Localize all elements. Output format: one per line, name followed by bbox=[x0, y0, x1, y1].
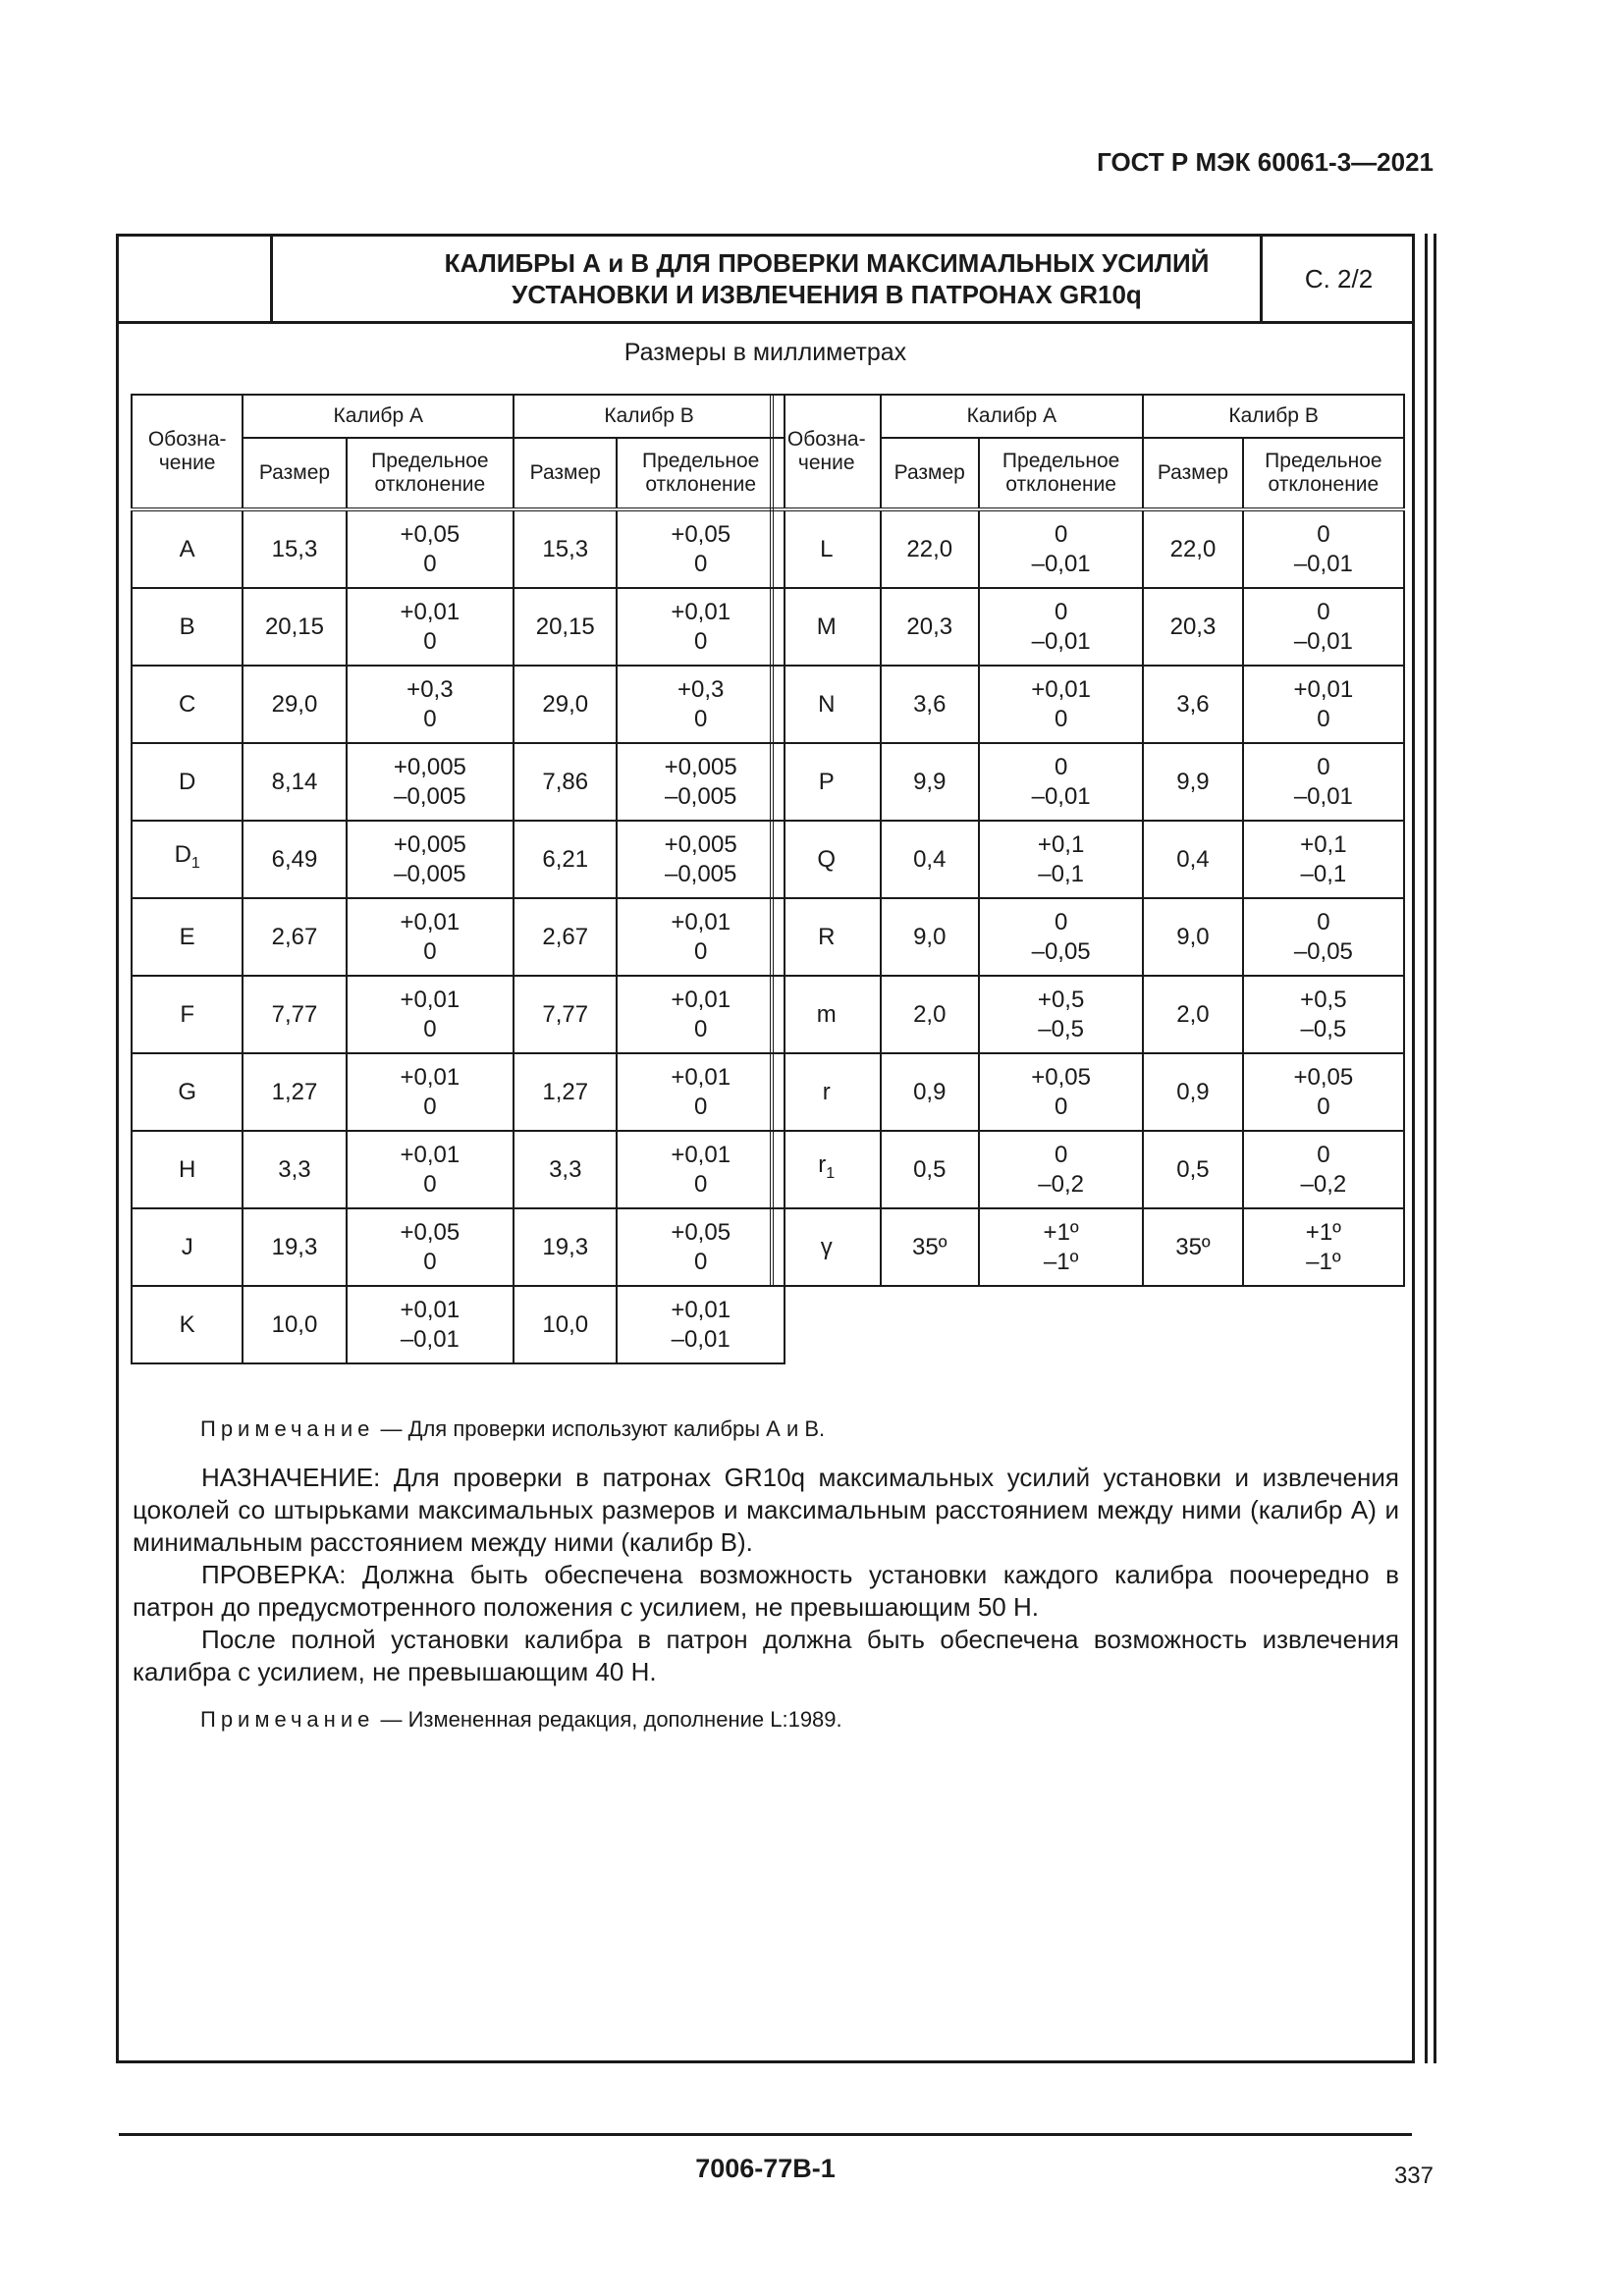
lower-deviation: 0 bbox=[1317, 1093, 1330, 1120]
gauge-a-header: Калибр А bbox=[881, 395, 1144, 438]
lower-deviation: 0 bbox=[694, 1170, 708, 1198]
sheet-title-line-2: УСТАНОВКИ И ИЗВЛЕЧЕНИЯ В ПАТРОНАХ GR10q bbox=[512, 280, 1142, 309]
upper-deviation: +1º bbox=[1043, 1218, 1079, 1246]
designation-cell bbox=[772, 509, 881, 588]
designation-cell bbox=[772, 1131, 881, 1208]
size-cell: 7,77 bbox=[243, 976, 346, 1053]
frame-side-line bbox=[1434, 234, 1436, 2063]
lower-deviation: –0,01 bbox=[1293, 627, 1353, 655]
designation-letter: R bbox=[818, 923, 836, 950]
size-cell: 8,14 bbox=[243, 743, 346, 821]
designation-letter: r bbox=[818, 1151, 827, 1179]
deviation-cell bbox=[617, 1131, 785, 1208]
table-body-left bbox=[132, 509, 785, 1363]
deviation-cell bbox=[617, 1286, 785, 1363]
designation-cell bbox=[132, 666, 243, 743]
table-row bbox=[132, 588, 785, 666]
upper-deviation: +0,01 bbox=[400, 1296, 460, 1323]
designation-header: Обозна- чение bbox=[132, 395, 243, 509]
designation-cell bbox=[132, 1131, 243, 1208]
upper-deviation: +0,01 bbox=[671, 908, 731, 935]
deviation-cell bbox=[979, 1131, 1143, 1208]
designation-cell bbox=[132, 821, 243, 898]
size-cell: 0,9 bbox=[881, 1053, 980, 1131]
upper-deviation: +0,01 bbox=[400, 986, 460, 1013]
size-cell: 6,21 bbox=[514, 821, 617, 898]
note-2 bbox=[200, 1707, 842, 1733]
deviation-cell bbox=[617, 666, 785, 743]
upper-deviation: +0,005 bbox=[664, 830, 737, 858]
deviation-cell bbox=[979, 1053, 1143, 1131]
upper-deviation: +0,1 bbox=[1300, 830, 1347, 858]
deviation-cell bbox=[1243, 666, 1404, 743]
size-cell: 0,5 bbox=[881, 1131, 980, 1208]
deviation-cell bbox=[347, 666, 514, 743]
table-row bbox=[772, 509, 1404, 588]
lower-deviation: 0 bbox=[423, 1170, 437, 1198]
page-number: 337 bbox=[1393, 2163, 1434, 2189]
lower-deviation: –0,01 bbox=[1031, 627, 1091, 655]
lower-deviation: 0 bbox=[423, 1248, 437, 1275]
deviation-cell bbox=[347, 821, 514, 898]
designation-letter: M bbox=[816, 613, 837, 640]
designation-letter: m bbox=[816, 1000, 837, 1028]
deviation-cell bbox=[979, 666, 1143, 743]
upper-deviation: +0,1 bbox=[1037, 830, 1085, 858]
size-cell: 20,3 bbox=[1143, 588, 1243, 666]
lower-deviation: –0,01 bbox=[1293, 782, 1353, 810]
sheet-title bbox=[273, 237, 1380, 321]
lower-deviation: 0 bbox=[694, 550, 708, 577]
size-cell: 6,49 bbox=[243, 821, 346, 898]
designation-letter: N bbox=[818, 690, 836, 718]
deviation-cell bbox=[617, 1208, 785, 1286]
sheet-title-line-1: КАЛИБРЫ А и В ДЛЯ ПРОВЕРКИ МАКСИМАЛЬНЫХ УСИЛИЙ bbox=[444, 248, 1210, 278]
upper-deviation: +0,01 bbox=[671, 1141, 731, 1168]
size-cell: 1,27 bbox=[514, 1053, 617, 1131]
size-cell: 0,4 bbox=[881, 821, 980, 898]
upper-deviation: +0,05 bbox=[400, 520, 460, 548]
drawing-frame bbox=[116, 234, 1415, 2183]
table-row bbox=[772, 821, 1404, 898]
lower-deviation: 0 bbox=[423, 1093, 437, 1120]
deviation-cell bbox=[347, 1208, 514, 1286]
lower-deviation: –0,005 bbox=[664, 860, 737, 887]
designation-letter: G bbox=[178, 1078, 197, 1105]
designation-letter: r bbox=[822, 1078, 831, 1105]
table-row bbox=[132, 509, 785, 588]
upper-deviation: +0,005 bbox=[393, 753, 466, 780]
lower-deviation: –0,01 bbox=[1031, 550, 1091, 577]
table-row bbox=[772, 1053, 1404, 1131]
upper-deviation: +0,005 bbox=[393, 830, 466, 858]
upper-deviation: +0,05 bbox=[671, 520, 731, 548]
deviation-cell bbox=[1243, 1053, 1404, 1131]
table-row bbox=[772, 743, 1404, 821]
designation-letter: A bbox=[179, 535, 195, 562]
upper-deviation: +0,01 bbox=[400, 598, 460, 625]
size-cell: 35º bbox=[1143, 1208, 1243, 1286]
size-cell: 22,0 bbox=[881, 509, 980, 588]
table-row bbox=[132, 743, 785, 821]
upper-deviation: +0,01 bbox=[1031, 675, 1091, 703]
lower-deviation: –1º bbox=[1306, 1248, 1341, 1275]
table-row bbox=[132, 1131, 785, 1208]
lower-deviation: –1º bbox=[1043, 1248, 1079, 1275]
deviation-cell bbox=[347, 509, 514, 588]
designation-letter: D bbox=[174, 841, 191, 869]
size-cell: 3,6 bbox=[1143, 666, 1243, 743]
size-cell: 2,67 bbox=[514, 898, 617, 976]
size-cell: 29,0 bbox=[514, 666, 617, 743]
deviation-cell bbox=[1243, 976, 1404, 1053]
lower-deviation: 0 bbox=[694, 705, 708, 732]
deviation-cell bbox=[1243, 588, 1404, 666]
table-body-right bbox=[772, 509, 1404, 1286]
title-block-left-cell bbox=[119, 237, 273, 321]
size-cell: 7,86 bbox=[514, 743, 617, 821]
designation-letter: Q bbox=[817, 845, 837, 873]
table-row bbox=[132, 821, 785, 898]
lower-deviation: –0,01 bbox=[1031, 782, 1091, 810]
deviation-cell bbox=[617, 821, 785, 898]
lower-deviation: 0 bbox=[1054, 1093, 1068, 1120]
upper-deviation: +0,05 bbox=[671, 1218, 731, 1246]
upper-deviation: +0,3 bbox=[677, 675, 725, 703]
lower-deviation: –0,01 bbox=[400, 1325, 460, 1353]
size-cell: 0,4 bbox=[1143, 821, 1243, 898]
deviation-cell bbox=[617, 976, 785, 1053]
standard-number: ГОСТ Р МЭК 60061-3—2021 bbox=[1097, 147, 1434, 177]
table-row bbox=[132, 1053, 785, 1131]
deviation-cell bbox=[617, 588, 785, 666]
deviation-cell bbox=[1243, 1131, 1404, 1208]
size-cell: 35º bbox=[881, 1208, 980, 1286]
designation-letter: E bbox=[179, 923, 195, 950]
size-header: Размер bbox=[243, 438, 346, 509]
designation-cell bbox=[772, 821, 881, 898]
lower-deviation: –0,2 bbox=[1300, 1170, 1347, 1198]
table-row bbox=[132, 1286, 785, 1363]
designation-cell bbox=[772, 898, 881, 976]
lower-deviation: 0 bbox=[1317, 705, 1330, 732]
size-cell: 9,0 bbox=[881, 898, 980, 976]
upper-deviation: 0 bbox=[1317, 753, 1330, 780]
upper-deviation: 0 bbox=[1054, 753, 1068, 780]
size-cell: 22,0 bbox=[1143, 509, 1243, 588]
upper-deviation: +1º bbox=[1305, 1218, 1341, 1246]
footer-divider bbox=[119, 2133, 1412, 2136]
lower-deviation: –0,05 bbox=[1031, 937, 1091, 965]
deviation-cell bbox=[617, 1053, 785, 1131]
upper-deviation: 0 bbox=[1317, 908, 1330, 935]
size-cell: 19,3 bbox=[514, 1208, 617, 1286]
deviation-cell bbox=[347, 588, 514, 666]
deviation-header: Предельное отклонение bbox=[979, 438, 1143, 509]
upper-deviation: +0,01 bbox=[400, 908, 460, 935]
lower-deviation: –0,1 bbox=[1038, 860, 1084, 887]
deviation-cell bbox=[347, 976, 514, 1053]
lower-deviation: –0,5 bbox=[1300, 1015, 1347, 1042]
size-cell: 20,15 bbox=[514, 588, 617, 666]
table-row bbox=[132, 666, 785, 743]
gauge-b-header: Калибр В bbox=[1143, 395, 1404, 438]
designation-letter: C bbox=[179, 690, 196, 718]
designation-cell bbox=[132, 1053, 243, 1131]
deviation-cell bbox=[1243, 1208, 1404, 1286]
deviation-cell bbox=[617, 509, 785, 588]
size-cell: 15,3 bbox=[243, 509, 346, 588]
upper-deviation: 0 bbox=[1054, 598, 1068, 625]
deviation-cell bbox=[979, 821, 1143, 898]
size-cell: 20,15 bbox=[243, 588, 346, 666]
designation-letter: J bbox=[181, 1233, 193, 1260]
upper-deviation: +0,01 bbox=[671, 598, 731, 625]
lower-deviation: 0 bbox=[423, 627, 437, 655]
deviation-cell bbox=[1243, 898, 1404, 976]
size-cell: 19,3 bbox=[243, 1208, 346, 1286]
deviation-cell bbox=[979, 509, 1143, 588]
table-row bbox=[772, 666, 1404, 743]
designation-cell bbox=[132, 588, 243, 666]
table-row bbox=[132, 1208, 785, 1286]
designation-cell bbox=[772, 1053, 881, 1131]
table-row bbox=[132, 898, 785, 976]
table-row bbox=[772, 1208, 1404, 1286]
title-block bbox=[119, 237, 1412, 324]
upper-deviation: 0 bbox=[1054, 908, 1068, 935]
size-cell: 9,9 bbox=[1143, 743, 1243, 821]
deviation-cell bbox=[347, 898, 514, 976]
deviation-cell bbox=[1243, 743, 1404, 821]
deviation-cell bbox=[617, 898, 785, 976]
note-1 bbox=[200, 1416, 825, 1442]
table-row bbox=[772, 588, 1404, 666]
dimensions-table-right bbox=[770, 394, 1405, 1287]
gauge-a-header: Калибр А bbox=[243, 395, 514, 438]
gauge-b-header: Калибр В bbox=[514, 395, 785, 438]
lower-deviation: 0 bbox=[423, 705, 437, 732]
size-cell: 2,67 bbox=[243, 898, 346, 976]
designation-cell bbox=[772, 743, 881, 821]
deviation-cell bbox=[347, 1286, 514, 1363]
upper-deviation: +0,01 bbox=[671, 1296, 731, 1323]
table-row bbox=[772, 976, 1404, 1053]
lower-deviation: 0 bbox=[694, 1093, 708, 1120]
upper-deviation: 0 bbox=[1054, 1141, 1068, 1168]
lower-deviation: 0 bbox=[423, 937, 437, 965]
designation-cell bbox=[772, 588, 881, 666]
lower-deviation: –0,5 bbox=[1038, 1015, 1084, 1042]
lower-deviation: –0,05 bbox=[1293, 937, 1353, 965]
upper-deviation: 0 bbox=[1054, 520, 1068, 548]
table-row bbox=[772, 1131, 1404, 1208]
units-caption: Размеры в миллиметрах bbox=[623, 339, 907, 366]
upper-deviation: +0,05 bbox=[400, 1218, 460, 1246]
upper-deviation: +0,01 bbox=[400, 1063, 460, 1091]
size-cell: 0,9 bbox=[1143, 1053, 1243, 1131]
lower-deviation: –0,005 bbox=[664, 782, 737, 810]
lower-deviation: 0 bbox=[423, 1015, 437, 1042]
deviation-header: Предельное отклонение bbox=[347, 438, 514, 509]
upper-deviation: +0,5 bbox=[1300, 986, 1347, 1013]
check-paragraph: ПРОВЕРКА: Должна быть обеспечена возможность установки каждого калибра поочередно в патрон до предусмотренного положения с усилием, не превышающим 50 Н. bbox=[133, 1560, 1399, 1622]
upper-deviation: +0,3 bbox=[406, 675, 454, 703]
lower-deviation: –0,01 bbox=[671, 1325, 731, 1353]
deviation-cell bbox=[979, 588, 1143, 666]
upper-deviation: +0,005 bbox=[664, 753, 737, 780]
size-cell: 2,0 bbox=[881, 976, 980, 1053]
designation-letter: B bbox=[179, 613, 195, 640]
body-text bbox=[133, 1462, 1399, 1688]
designation-letter: K bbox=[179, 1310, 195, 1338]
purpose-paragraph: НАЗНАЧЕНИЕ: Для проверки в патронах GR10q максимальных усилий установки и извлечения цоколей со штырьками максимальных размеров и максимальным расстоянием между ними (калибр А) и минимальным расстоянием между ними (калибр В). bbox=[133, 1463, 1399, 1557]
size-cell: 9,0 bbox=[1143, 898, 1243, 976]
size-cell: 3,3 bbox=[514, 1131, 617, 1208]
removal-paragraph: После полной установки калибра в патрон должна быть обеспечена возможность извлечения калибра с усилием, не превышающим 40 Н. bbox=[133, 1625, 1399, 1686]
size-header: Размер bbox=[881, 438, 980, 509]
upper-deviation: 0 bbox=[1317, 598, 1330, 625]
lower-deviation: 0 bbox=[694, 1015, 708, 1042]
table-row bbox=[132, 976, 785, 1053]
size-cell: 3,3 bbox=[243, 1131, 346, 1208]
designation-cell bbox=[132, 743, 243, 821]
size-cell: 2,0 bbox=[1143, 976, 1243, 1053]
deviation-cell bbox=[347, 1053, 514, 1131]
deviation-header: Предельное отклонение bbox=[1243, 438, 1404, 509]
upper-deviation: +0,01 bbox=[1293, 675, 1354, 703]
size-cell: 0,5 bbox=[1143, 1131, 1243, 1208]
upper-deviation: 0 bbox=[1317, 1141, 1330, 1168]
designation-letter: H bbox=[179, 1155, 196, 1183]
size-cell: 9,9 bbox=[881, 743, 980, 821]
sheet-number: С. 2/2 bbox=[1260, 237, 1415, 321]
lower-deviation: –0,005 bbox=[394, 860, 466, 887]
size-cell: 10,0 bbox=[514, 1286, 617, 1363]
designation-cell bbox=[132, 1286, 243, 1363]
size-cell: 20,3 bbox=[881, 588, 980, 666]
lower-deviation: –0,005 bbox=[394, 782, 466, 810]
upper-deviation: +0,5 bbox=[1037, 986, 1085, 1013]
designation-letter: γ bbox=[820, 1233, 833, 1260]
frame-side-line bbox=[1425, 234, 1428, 2063]
lower-deviation: 0 bbox=[1054, 705, 1068, 732]
deviation-cell bbox=[1243, 509, 1404, 588]
designation-subscript: 1 bbox=[190, 854, 200, 872]
upper-deviation: +0,01 bbox=[400, 1141, 460, 1168]
lower-deviation: 0 bbox=[423, 550, 437, 577]
designation-subscript: 1 bbox=[826, 1164, 836, 1182]
note-text: — Измененная редакция, дополнение L:1989. bbox=[374, 1707, 842, 1732]
designation-cell bbox=[132, 1208, 243, 1286]
deviation-cell bbox=[979, 976, 1143, 1053]
size-cell: 15,3 bbox=[514, 509, 617, 588]
deviation-header: Предельное отклонение bbox=[617, 438, 785, 509]
upper-deviation: +0,01 bbox=[671, 1063, 731, 1091]
size-header: Размер bbox=[514, 438, 617, 509]
size-cell: 1,27 bbox=[243, 1053, 346, 1131]
lower-deviation: –0,2 bbox=[1038, 1170, 1084, 1198]
designation-cell bbox=[132, 898, 243, 976]
size-cell: 3,6 bbox=[881, 666, 980, 743]
designation-letter: L bbox=[820, 535, 834, 562]
note-label: Примечание bbox=[200, 1416, 375, 1441]
size-cell: 29,0 bbox=[243, 666, 346, 743]
sheet-code: 7006-77В-1 bbox=[695, 2154, 836, 2183]
designation-letter: F bbox=[180, 1000, 195, 1028]
upper-deviation: +0,05 bbox=[1293, 1063, 1354, 1091]
upper-deviation: +0,01 bbox=[671, 986, 731, 1013]
designation-letter: P bbox=[818, 768, 835, 795]
deviation-cell bbox=[979, 1208, 1143, 1286]
lower-deviation: 0 bbox=[694, 937, 708, 965]
deviation-cell bbox=[347, 1131, 514, 1208]
deviation-cell bbox=[1243, 821, 1404, 898]
designation-letter: D bbox=[179, 768, 196, 795]
designation-cell bbox=[772, 976, 881, 1053]
deviation-cell bbox=[617, 743, 785, 821]
size-cell: 7,77 bbox=[514, 976, 617, 1053]
designation-header: Обозна- чение bbox=[772, 395, 881, 509]
designation-cell bbox=[132, 509, 243, 588]
lower-deviation: 0 bbox=[694, 1248, 708, 1275]
size-cell: 10,0 bbox=[243, 1286, 346, 1363]
upper-deviation: +0,05 bbox=[1031, 1063, 1091, 1091]
designation-cell bbox=[132, 976, 243, 1053]
lower-deviation: –0,01 bbox=[1293, 550, 1353, 577]
dimensions-table-left bbox=[131, 394, 785, 1364]
upper-deviation: 0 bbox=[1317, 520, 1330, 548]
deviation-cell bbox=[347, 743, 514, 821]
designation-cell bbox=[772, 666, 881, 743]
size-header: Размер bbox=[1143, 438, 1243, 509]
note-label: Примечание bbox=[200, 1707, 375, 1732]
table-row bbox=[772, 898, 1404, 976]
lower-deviation: 0 bbox=[694, 627, 708, 655]
designation-cell bbox=[772, 1208, 881, 1286]
deviation-cell bbox=[979, 898, 1143, 976]
note-text: — Для проверки используют калибры А и В. bbox=[374, 1416, 826, 1441]
lower-deviation: –0,1 bbox=[1300, 860, 1347, 887]
deviation-cell bbox=[979, 743, 1143, 821]
